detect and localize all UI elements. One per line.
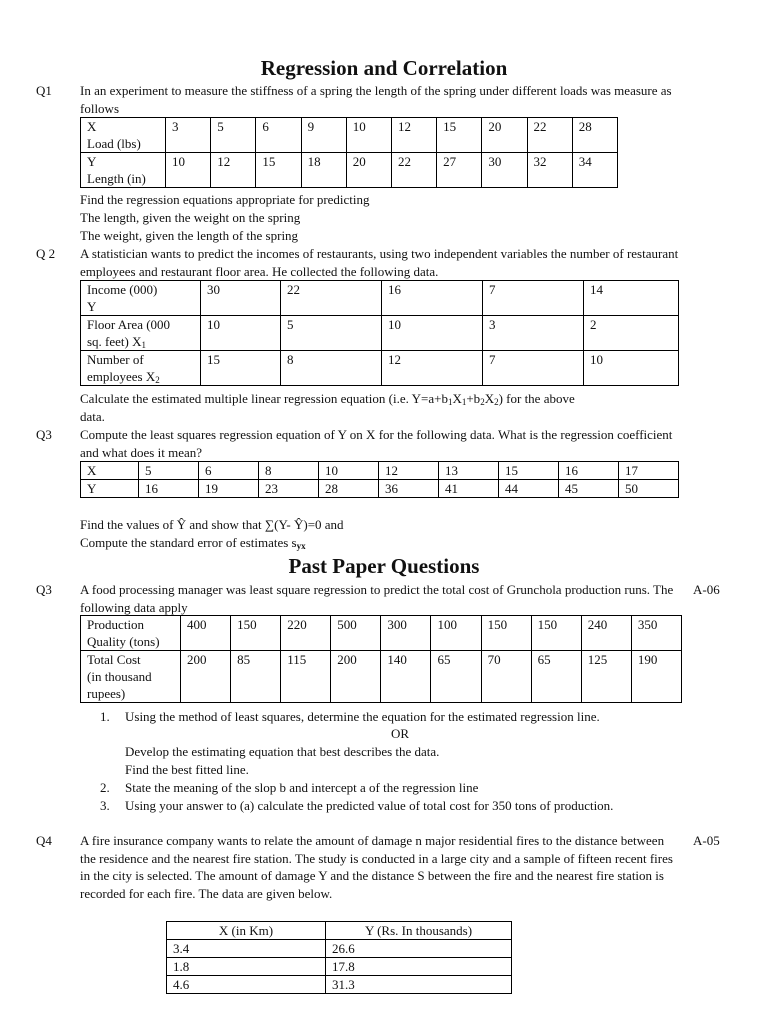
table-cell: 10	[319, 462, 379, 480]
table-cell: 28	[319, 480, 379, 498]
table-cell: 10	[201, 316, 281, 351]
table-cell: 18	[301, 153, 346, 188]
table-cell: 15	[437, 118, 482, 153]
list-item: 3. Using your answer to (a) calculate the predicted value of total cost for 350 tons of production.	[100, 798, 614, 813]
table-cell: 350	[631, 616, 681, 651]
table-cell: 12	[211, 153, 256, 188]
row-label: Number of employees $X_2$	[81, 351, 201, 386]
table-cell: 115	[281, 651, 331, 703]
table-cell: 15	[256, 153, 301, 188]
table-cell: 15	[499, 462, 559, 480]
section-title: Past Paper Questions	[288, 554, 480, 578]
table-cell: 9	[301, 118, 346, 153]
table-cell: 50	[619, 480, 679, 498]
question-text-q4: A fire insurance company wants to relate the amount of damage n major residential fires to the distance between the residence and the nearest fire station. The study is conducted in a large city and a sample of fifteen recent fires in the city is selected. The amount of damage Y and the distance S between the fire and the nearest fire station is recorded for each fire. The data are given below.	[80, 833, 673, 901]
table-cell: 400	[181, 616, 231, 651]
text-line: Compute the standard error of estimates $s_{yx}$	[80, 535, 306, 551]
table-cell: 7	[483, 351, 584, 386]
text-line: The length, given the weight on the spring	[80, 210, 301, 225]
table-cell: 28	[572, 118, 617, 153]
question-number-q3-past: Q3	[36, 582, 52, 597]
list-item: 1. Using the method of least squares, determine the equation for the estimated regression line.	[100, 709, 600, 724]
table-cell: 500	[331, 616, 381, 651]
xy-data-table	[80, 461, 679, 498]
question-number-q4: Q4	[36, 833, 52, 848]
table-cell: 85	[231, 651, 281, 703]
table-cell: 17	[619, 462, 679, 480]
question-text-q3: Compute the least squares regression equation of Y on X for the following data. What is the regression coefficient and what does it mean?	[80, 427, 673, 460]
page-title: Regression and Correlation	[260, 56, 508, 80]
table-cell: 10	[346, 118, 391, 153]
table-cell: 12	[382, 351, 483, 386]
paper-reference: A-06	[693, 582, 720, 597]
fire-damage-table	[166, 921, 512, 994]
table-row	[81, 480, 679, 498]
table-cell: 27	[437, 153, 482, 188]
column-header: Y (Rs. In thousands)	[326, 922, 512, 940]
table-cell: 300	[381, 616, 431, 651]
table-cell: 30	[201, 281, 281, 316]
text-line: The weight, given the length of the spring	[80, 228, 299, 243]
table-cell: 3	[166, 118, 211, 153]
table-cell: 10	[584, 351, 679, 386]
text-line: Calculate the estimated multiple linear regression equation (i.e. $Y=a+b_1X_1+b_2X_2$) for the above	[80, 391, 575, 407]
row-label: X	[81, 462, 139, 480]
table-cell: 34	[572, 153, 617, 188]
table-cell: 240	[581, 616, 631, 651]
table-cell: 16	[382, 281, 483, 316]
table-cell: 10	[382, 316, 483, 351]
paper-reference: A-05	[693, 833, 720, 848]
table-cell: 44	[499, 480, 559, 498]
row-label: Income (000) Y	[81, 281, 201, 316]
text-line: data.	[80, 409, 105, 424]
table-cell: 200	[181, 651, 231, 703]
table-cell: 14	[584, 281, 679, 316]
question-number-q2: Q 2	[36, 246, 56, 261]
table-row	[81, 351, 679, 386]
table-cell: 22	[527, 118, 572, 153]
table-cell: 6	[199, 462, 259, 480]
table-cell: 45	[559, 480, 619, 498]
table-cell: 30	[482, 153, 527, 188]
table-cell: 12	[379, 462, 439, 480]
table-cell: 150	[231, 616, 281, 651]
question-text-q2: A statistician wants to predict the incomes of restaurants, using two independent variables the number of restaurant employees and restaurant floor area. He collected the following data.	[80, 246, 679, 279]
production-cost-table	[80, 615, 682, 703]
table-cell: 32	[527, 153, 572, 188]
table-cell: 13	[439, 462, 499, 480]
row-label: Y	[81, 480, 139, 498]
table-cell: 140	[381, 651, 431, 703]
row-label: X Load (lbs)	[81, 118, 166, 153]
list-item: 2. State the meaning of the slop b and intercept a of the regression line	[100, 780, 479, 795]
table-cell: 16	[559, 462, 619, 480]
or-separator: OR	[390, 726, 410, 741]
table-row	[167, 958, 512, 976]
table-cell: 31.3	[326, 976, 512, 994]
table-cell: 220	[281, 616, 331, 651]
table-row	[81, 316, 679, 351]
table-cell: 4.6	[167, 976, 326, 994]
table-cell: 65	[431, 651, 481, 703]
table-cell: 10	[166, 153, 211, 188]
table-cell: 125	[581, 651, 631, 703]
table-cell: 20	[346, 153, 391, 188]
text-line: Find the regression equations appropriate for predicting	[80, 192, 370, 207]
table-cell: 17.8	[326, 958, 512, 976]
row-label: Floor Area (000 sq. feet) $X_1$	[81, 316, 201, 351]
table-cell: 26.6	[326, 940, 512, 958]
restaurant-data-table	[80, 280, 679, 386]
table-cell: 16	[139, 480, 199, 498]
table-cell: 2	[584, 316, 679, 351]
table-cell: 22	[281, 281, 382, 316]
table-row	[167, 976, 512, 994]
question-text-q1: In an experiment to measure the stiffness of a spring the length of the spring under different loads was measure as follows	[80, 83, 672, 116]
table-row	[81, 118, 618, 153]
row-label: Production Quality (tons)	[81, 616, 181, 651]
list-subitem: Develop the estimating equation that best describes the data.	[125, 744, 440, 759]
table-cell: 12	[391, 118, 436, 153]
question-number-q1: Q1	[36, 83, 52, 98]
table-cell: 3	[483, 316, 584, 351]
table-cell: 150	[481, 616, 531, 651]
table-cell: 8	[259, 462, 319, 480]
table-row	[81, 153, 618, 188]
table-cell: 5	[281, 316, 382, 351]
table-row	[167, 940, 512, 958]
table-cell: 5	[211, 118, 256, 153]
table-cell: 8	[281, 351, 382, 386]
column-header: X (in Km)	[167, 922, 326, 940]
table-cell: 70	[481, 651, 531, 703]
table-cell: 100	[431, 616, 481, 651]
text-line: Find the values of Ŷ and show that ∑(Y- Ŷ)=0 and	[80, 517, 344, 532]
table-cell: 41	[439, 480, 499, 498]
table-cell: 15	[201, 351, 281, 386]
table-cell: 6	[256, 118, 301, 153]
table-row	[81, 281, 679, 316]
list-subitem: Find the best fitted line.	[125, 762, 249, 777]
table-cell: 150	[531, 616, 581, 651]
table-cell: 22	[391, 153, 436, 188]
table-cell: 200	[331, 651, 381, 703]
question-text-q3-past: A food processing manager was least square regression to predict the total cost of Grunchola production runs. The following data apply	[80, 582, 674, 615]
table-cell: 3.4	[167, 940, 326, 958]
table-cell: 36	[379, 480, 439, 498]
row-label: Total Cost (in thousand rupees)	[81, 651, 181, 703]
table-cell: 23	[259, 480, 319, 498]
table-cell: 5	[139, 462, 199, 480]
table-cell: 1.8	[167, 958, 326, 976]
table-cell: 19	[199, 480, 259, 498]
question-number-q3: Q3	[36, 427, 52, 442]
table-cell: 190	[631, 651, 681, 703]
table-cell: 20	[482, 118, 527, 153]
table-cell: 65	[531, 651, 581, 703]
table-header-row	[167, 922, 512, 940]
table-row	[81, 462, 679, 480]
table-row	[81, 616, 682, 651]
spring-data-table	[80, 117, 618, 188]
row-label: Y Length (in)	[81, 153, 166, 188]
table-cell: 7	[483, 281, 584, 316]
table-row	[81, 651, 682, 703]
